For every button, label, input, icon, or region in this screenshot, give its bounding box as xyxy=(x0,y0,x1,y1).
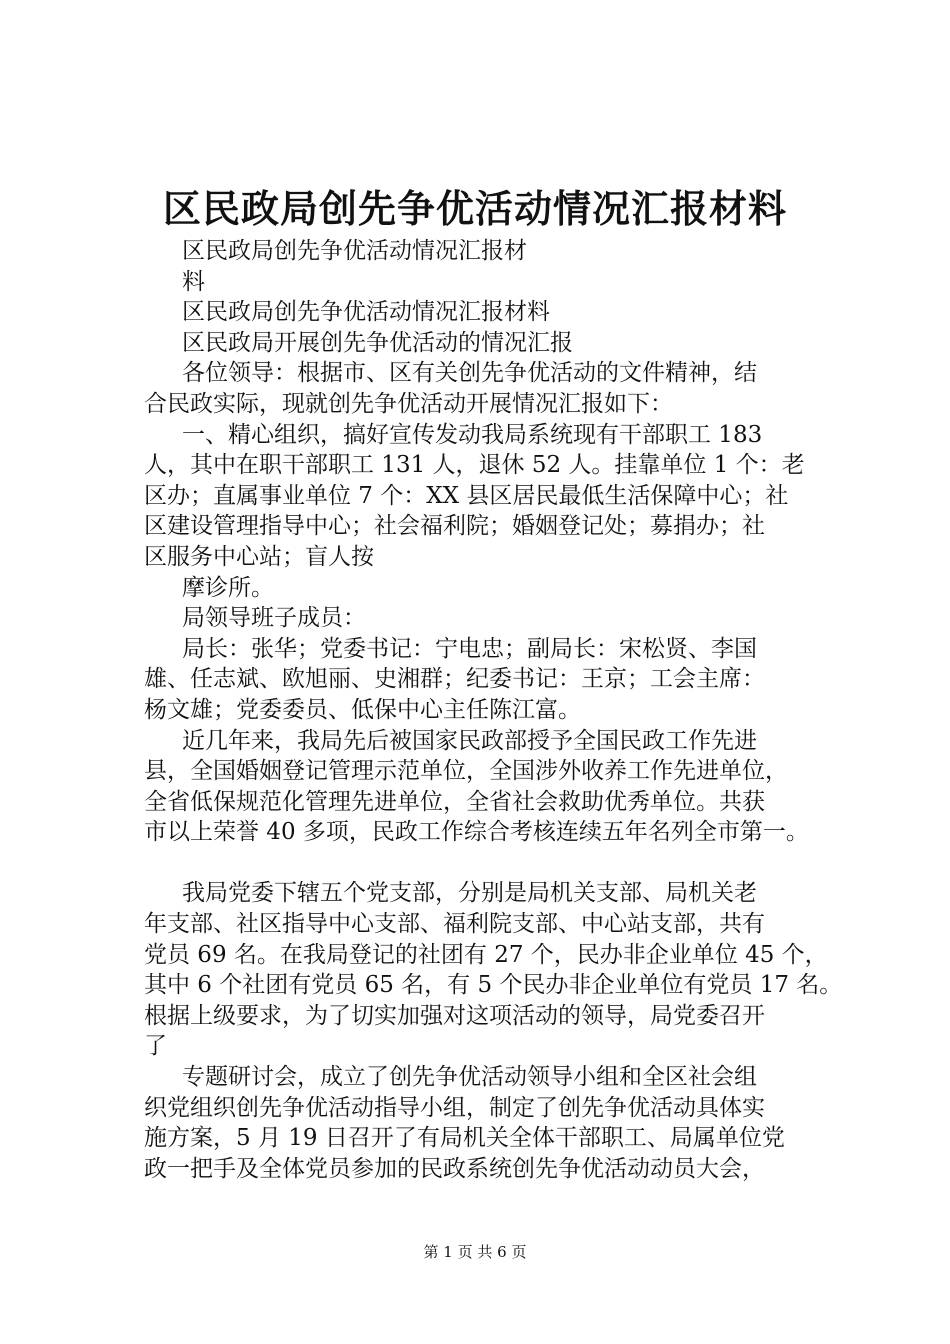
text-line: 一、精心组织，搞好宣传发动我局系统现有干部职工 183 xyxy=(182,421,763,448)
text-line: 人，其中在职干部职工 131 人，退休 52 人。挂靠单位 1 个：老 xyxy=(144,452,805,479)
text-line: 区建设管理指导中心；社会福利院；婚姻登记处；募捐办；社 xyxy=(144,513,765,540)
text-line: 县，全国婚姻登记管理示范单位，全国涉外收养工作先进单位， xyxy=(144,758,788,785)
text-line: 合民政实际，现就创先争优活动开展情况汇报如下： xyxy=(144,390,673,417)
text-line: 施方案，5 月 19 日召开了有局机关全体干部职工、局属单位党 xyxy=(144,1125,785,1152)
text-line: 区民政局开展创先争优活动的情况汇报 xyxy=(182,329,573,356)
text-line: 专题研讨会，成立了创先争优活动领导小组和全区社会组 xyxy=(182,1064,757,1091)
text-line: 根据上级要求，为了切实加强对这项活动的领导，局党委召开 xyxy=(144,1002,765,1029)
page-title: 区民政局创先争优活动情况汇报材料 xyxy=(162,186,787,231)
document-body xyxy=(144,236,843,1184)
text-line: 区民政局创先争优活动情况汇报材 xyxy=(182,238,527,264)
text-line: 全省低保规范化管理先进单位，全省社会救助优秀单位。共获 xyxy=(144,788,765,815)
text-line: 区民政局创先争优活动情况汇报材料 xyxy=(182,299,550,326)
text-line: 料 xyxy=(182,268,205,295)
text-line: 杨文雄；党委委员、低保中心主任陈江富。 xyxy=(144,696,581,723)
text-line: 摩诊所。 xyxy=(182,574,274,601)
text-line: 区办；直属事业单位 7 个：XX 县区居民最低生活保障中心；社 xyxy=(144,482,789,509)
text-line: 近几年来，我局先后被国家民政部授予全国民政工作先进 xyxy=(182,727,757,754)
text-line: 雄、任志斌、欧旭丽、史湘群；纪委书记：王京；工会主席： xyxy=(144,666,765,693)
blank-line xyxy=(144,848,834,879)
text-line: 局领导班子成员： xyxy=(182,605,366,632)
text-line: 年支部、社区指导中心支部、福利院支部、中心站支部，共有 xyxy=(144,911,765,938)
text-line: 了 xyxy=(144,1033,167,1060)
text-line: 区服务中心站；盲人按 xyxy=(144,543,374,570)
text-line: 市以上荣誉 40 多项，民政工作综合考核连续五年名列全市第一。 xyxy=(144,819,809,846)
text-line: 织党组织创先争优活动指导小组，制定了创先争优活动具体实 xyxy=(144,1094,765,1121)
text-line: 局长：张华；党委书记：宁电忠；副局长：宋松贤、李国 xyxy=(182,635,757,662)
text-line: 其中 6 个社团有党员 65 名，有 5 个民办非企业单位有党员 17 名。 xyxy=(144,972,843,999)
text-line: 政一把手及全体党员参加的民政系统创先争优活动动员大会， xyxy=(144,1155,765,1182)
text-line: 我局党委下辖五个党支部，分别是局机关支部、局机关老 xyxy=(182,880,757,907)
page-footer: 第 1 页 共 6 页 xyxy=(423,1243,527,1261)
text-line: 各位领导：根据市、区有关创先争优活动的文件精神，结 xyxy=(182,360,757,387)
text-line: 党员 69 名。在我局登记的社团有 27 个，民办非企业单位 45 个， xyxy=(144,941,828,968)
